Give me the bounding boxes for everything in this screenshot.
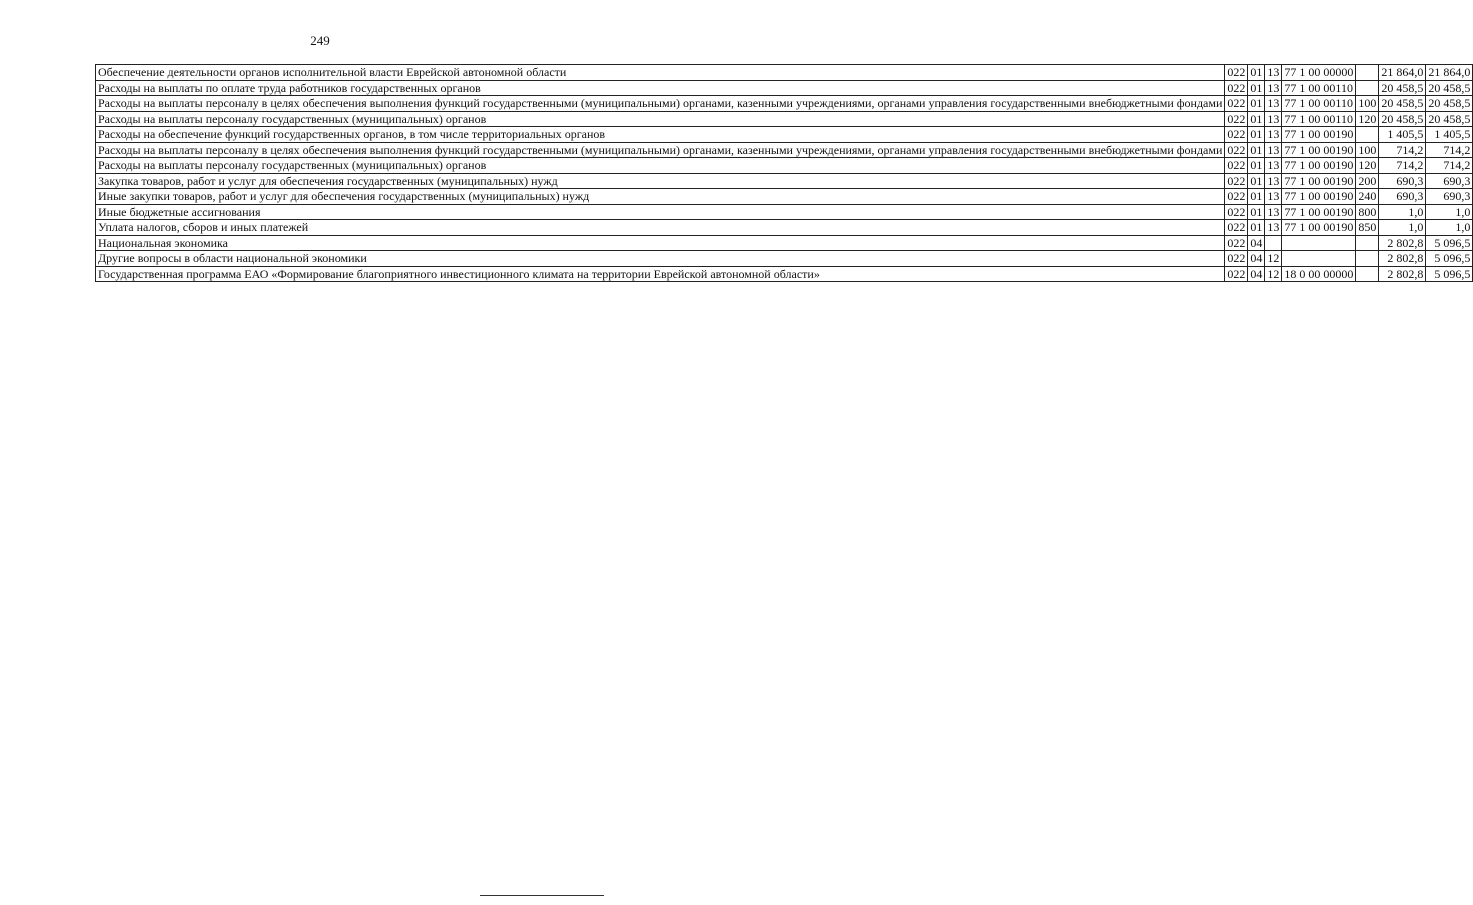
row-name: Расходы на обеспечение функций государственных органов, в том числе территориальных органов [96,127,1225,143]
row-code: 022 [1225,235,1248,251]
row-expense-type [1356,127,1379,143]
table-row [96,189,1473,205]
row-section: 01 [1248,111,1265,127]
row-amount-1: 1,0 [1379,204,1426,220]
row-amount-1: 1 405,5 [1379,127,1426,143]
row-name: Закупка товаров, работ и услуг для обеспечения государственных (муниципальных) нужд [96,173,1225,189]
row-expense-type: 100 [1356,142,1379,158]
row-name: Расходы на выплаты по оплате труда работников государственных органов [96,80,1225,96]
row-code: 022 [1225,158,1248,174]
row-section: 01 [1248,80,1265,96]
row-amount-1: 1,0 [1379,220,1426,236]
row-subsection: 13 [1265,96,1282,112]
row-name: Национальная экономика [96,235,1225,251]
row-amount-2: 690,3 [1426,189,1473,205]
row-subsection: 13 [1265,220,1282,236]
row-subsection [1265,235,1282,251]
row-expense-type [1356,251,1379,267]
table-row [96,220,1473,236]
row-expense-type: 120 [1356,111,1379,127]
row-subsection: 13 [1265,189,1282,205]
row-subsection: 13 [1265,142,1282,158]
row-amount-1: 2 802,8 [1379,251,1426,267]
row-target-article: 77 1 00 00190 [1282,127,1356,143]
row-subsection: 12 [1265,266,1282,282]
row-section: 04 [1248,235,1265,251]
row-target-article: 77 1 00 00190 [1282,158,1356,174]
table-row [96,65,1473,81]
row-code: 022 [1225,142,1248,158]
row-name: Расходы на выплаты персоналу в целях обеспечения выполнения функций государственными (муниципальными) органами, казенными учреждениями, органами управления государственными внебюджетными фондами [96,96,1225,112]
row-subsection: 13 [1265,127,1282,143]
row-target-article: 77 1 00 00190 [1282,173,1356,189]
row-code: 022 [1225,96,1248,112]
row-target-article: 77 1 00 00190 [1282,204,1356,220]
row-subsection: 13 [1265,80,1282,96]
row-expense-type: 800 [1356,204,1379,220]
budget-table-body [96,65,1473,282]
row-section: 01 [1248,204,1265,220]
row-section: 01 [1248,127,1265,143]
row-name: Иные бюджетные ассигнования [96,204,1225,220]
row-amount-2: 714,2 [1426,158,1473,174]
row-code: 022 [1225,127,1248,143]
row-amount-2: 5 096,5 [1426,251,1473,267]
row-subsection: 13 [1265,65,1282,81]
row-target-article: 77 1 00 00190 [1282,189,1356,205]
row-subsection: 13 [1265,173,1282,189]
row-name: Расходы на выплаты персоналу в целях обеспечения выполнения функций государственными (муниципальными) органами, казенными учреждениями, органами управления государственными внебюджетными фондами [96,142,1225,158]
row-target-article [1282,235,1356,251]
row-amount-1: 21 864,0 [1379,65,1426,81]
table-row [96,96,1473,112]
row-code: 022 [1225,204,1248,220]
row-code: 022 [1225,220,1248,236]
row-name: Государственная программа ЕАО «Формирование благоприятного инвестиционного климата на территории Еврейской автономной области» [96,266,1225,282]
row-code: 022 [1225,173,1248,189]
row-expense-type [1356,80,1379,96]
row-code: 022 [1225,65,1248,81]
table-row [96,235,1473,251]
row-amount-2: 690,3 [1426,173,1473,189]
footer-divider [480,895,604,896]
row-amount-1: 714,2 [1379,158,1426,174]
row-expense-type: 200 [1356,173,1379,189]
table-row [96,158,1473,174]
table-row [96,80,1473,96]
row-name: Иные закупки товаров, работ и услуг для обеспечения государственных (муниципальных) нужд [96,189,1225,205]
row-name: Уплата налогов, сборов и иных платежей [96,220,1225,236]
row-amount-2: 5 096,5 [1426,235,1473,251]
row-section: 01 [1248,220,1265,236]
row-target-article: 18 0 00 00000 [1282,266,1356,282]
table-row [96,204,1473,220]
table-row [96,127,1473,143]
row-subsection: 13 [1265,204,1282,220]
row-code: 022 [1225,251,1248,267]
row-target-article: 77 1 00 00190 [1282,220,1356,236]
row-section: 01 [1248,158,1265,174]
row-expense-type [1356,65,1379,81]
row-expense-type [1356,235,1379,251]
row-amount-2: 1,0 [1426,204,1473,220]
row-amount-1: 20 458,5 [1379,96,1426,112]
row-expense-type: 100 [1356,96,1379,112]
row-section: 01 [1248,189,1265,205]
row-amount-1: 2 802,8 [1379,266,1426,282]
row-amount-2: 5 096,5 [1426,266,1473,282]
budget-table [95,64,1473,282]
row-target-article: 77 1 00 00110 [1282,96,1356,112]
row-section: 01 [1248,65,1265,81]
row-name: Обеспечение деятельности органов исполнительной власти Еврейской автономной области [96,65,1225,81]
row-section: 04 [1248,266,1265,282]
row-target-article: 77 1 00 00110 [1282,111,1356,127]
row-target-article: 77 1 00 00190 [1282,142,1356,158]
row-amount-2: 20 458,5 [1426,111,1473,127]
row-amount-2: 714,2 [1426,142,1473,158]
row-section: 01 [1248,142,1265,158]
row-subsection: 13 [1265,111,1282,127]
row-amount-1: 20 458,5 [1379,80,1426,96]
row-name: Расходы на выплаты персоналу государственных (муниципальных) органов [96,111,1225,127]
row-amount-1: 20 458,5 [1379,111,1426,127]
row-section: 04 [1248,251,1265,267]
row-subsection: 13 [1265,158,1282,174]
row-amount-2: 1,0 [1426,220,1473,236]
table-row [96,111,1473,127]
row-amount-1: 690,3 [1379,189,1426,205]
row-name: Другие вопросы в области национальной экономики [96,251,1225,267]
row-target-article: 77 1 00 00000 [1282,65,1356,81]
table-row [96,266,1473,282]
row-amount-2: 21 864,0 [1426,65,1473,81]
row-expense-type: 850 [1356,220,1379,236]
row-expense-type: 120 [1356,158,1379,174]
row-code: 022 [1225,111,1248,127]
table-row [96,251,1473,267]
row-amount-1: 714,2 [1379,142,1426,158]
table-row [96,173,1473,189]
row-expense-type: 240 [1356,189,1379,205]
row-amount-1: 690,3 [1379,173,1426,189]
row-code: 022 [1225,80,1248,96]
row-expense-type [1356,266,1379,282]
row-target-article: 77 1 00 00110 [1282,80,1356,96]
row-code: 022 [1225,189,1248,205]
table-row [96,142,1473,158]
row-amount-2: 20 458,5 [1426,96,1473,112]
row-amount-1: 2 802,8 [1379,235,1426,251]
row-name: Расходы на выплаты персоналу государственных (муниципальных) органов [96,158,1225,174]
row-amount-2: 1 405,5 [1426,127,1473,143]
row-code: 022 [1225,266,1248,282]
row-subsection: 12 [1265,251,1282,267]
row-amount-2: 20 458,5 [1426,80,1473,96]
row-section: 01 [1248,96,1265,112]
row-section: 01 [1248,173,1265,189]
row-target-article [1282,251,1356,267]
page-number: 249 [310,33,330,48]
